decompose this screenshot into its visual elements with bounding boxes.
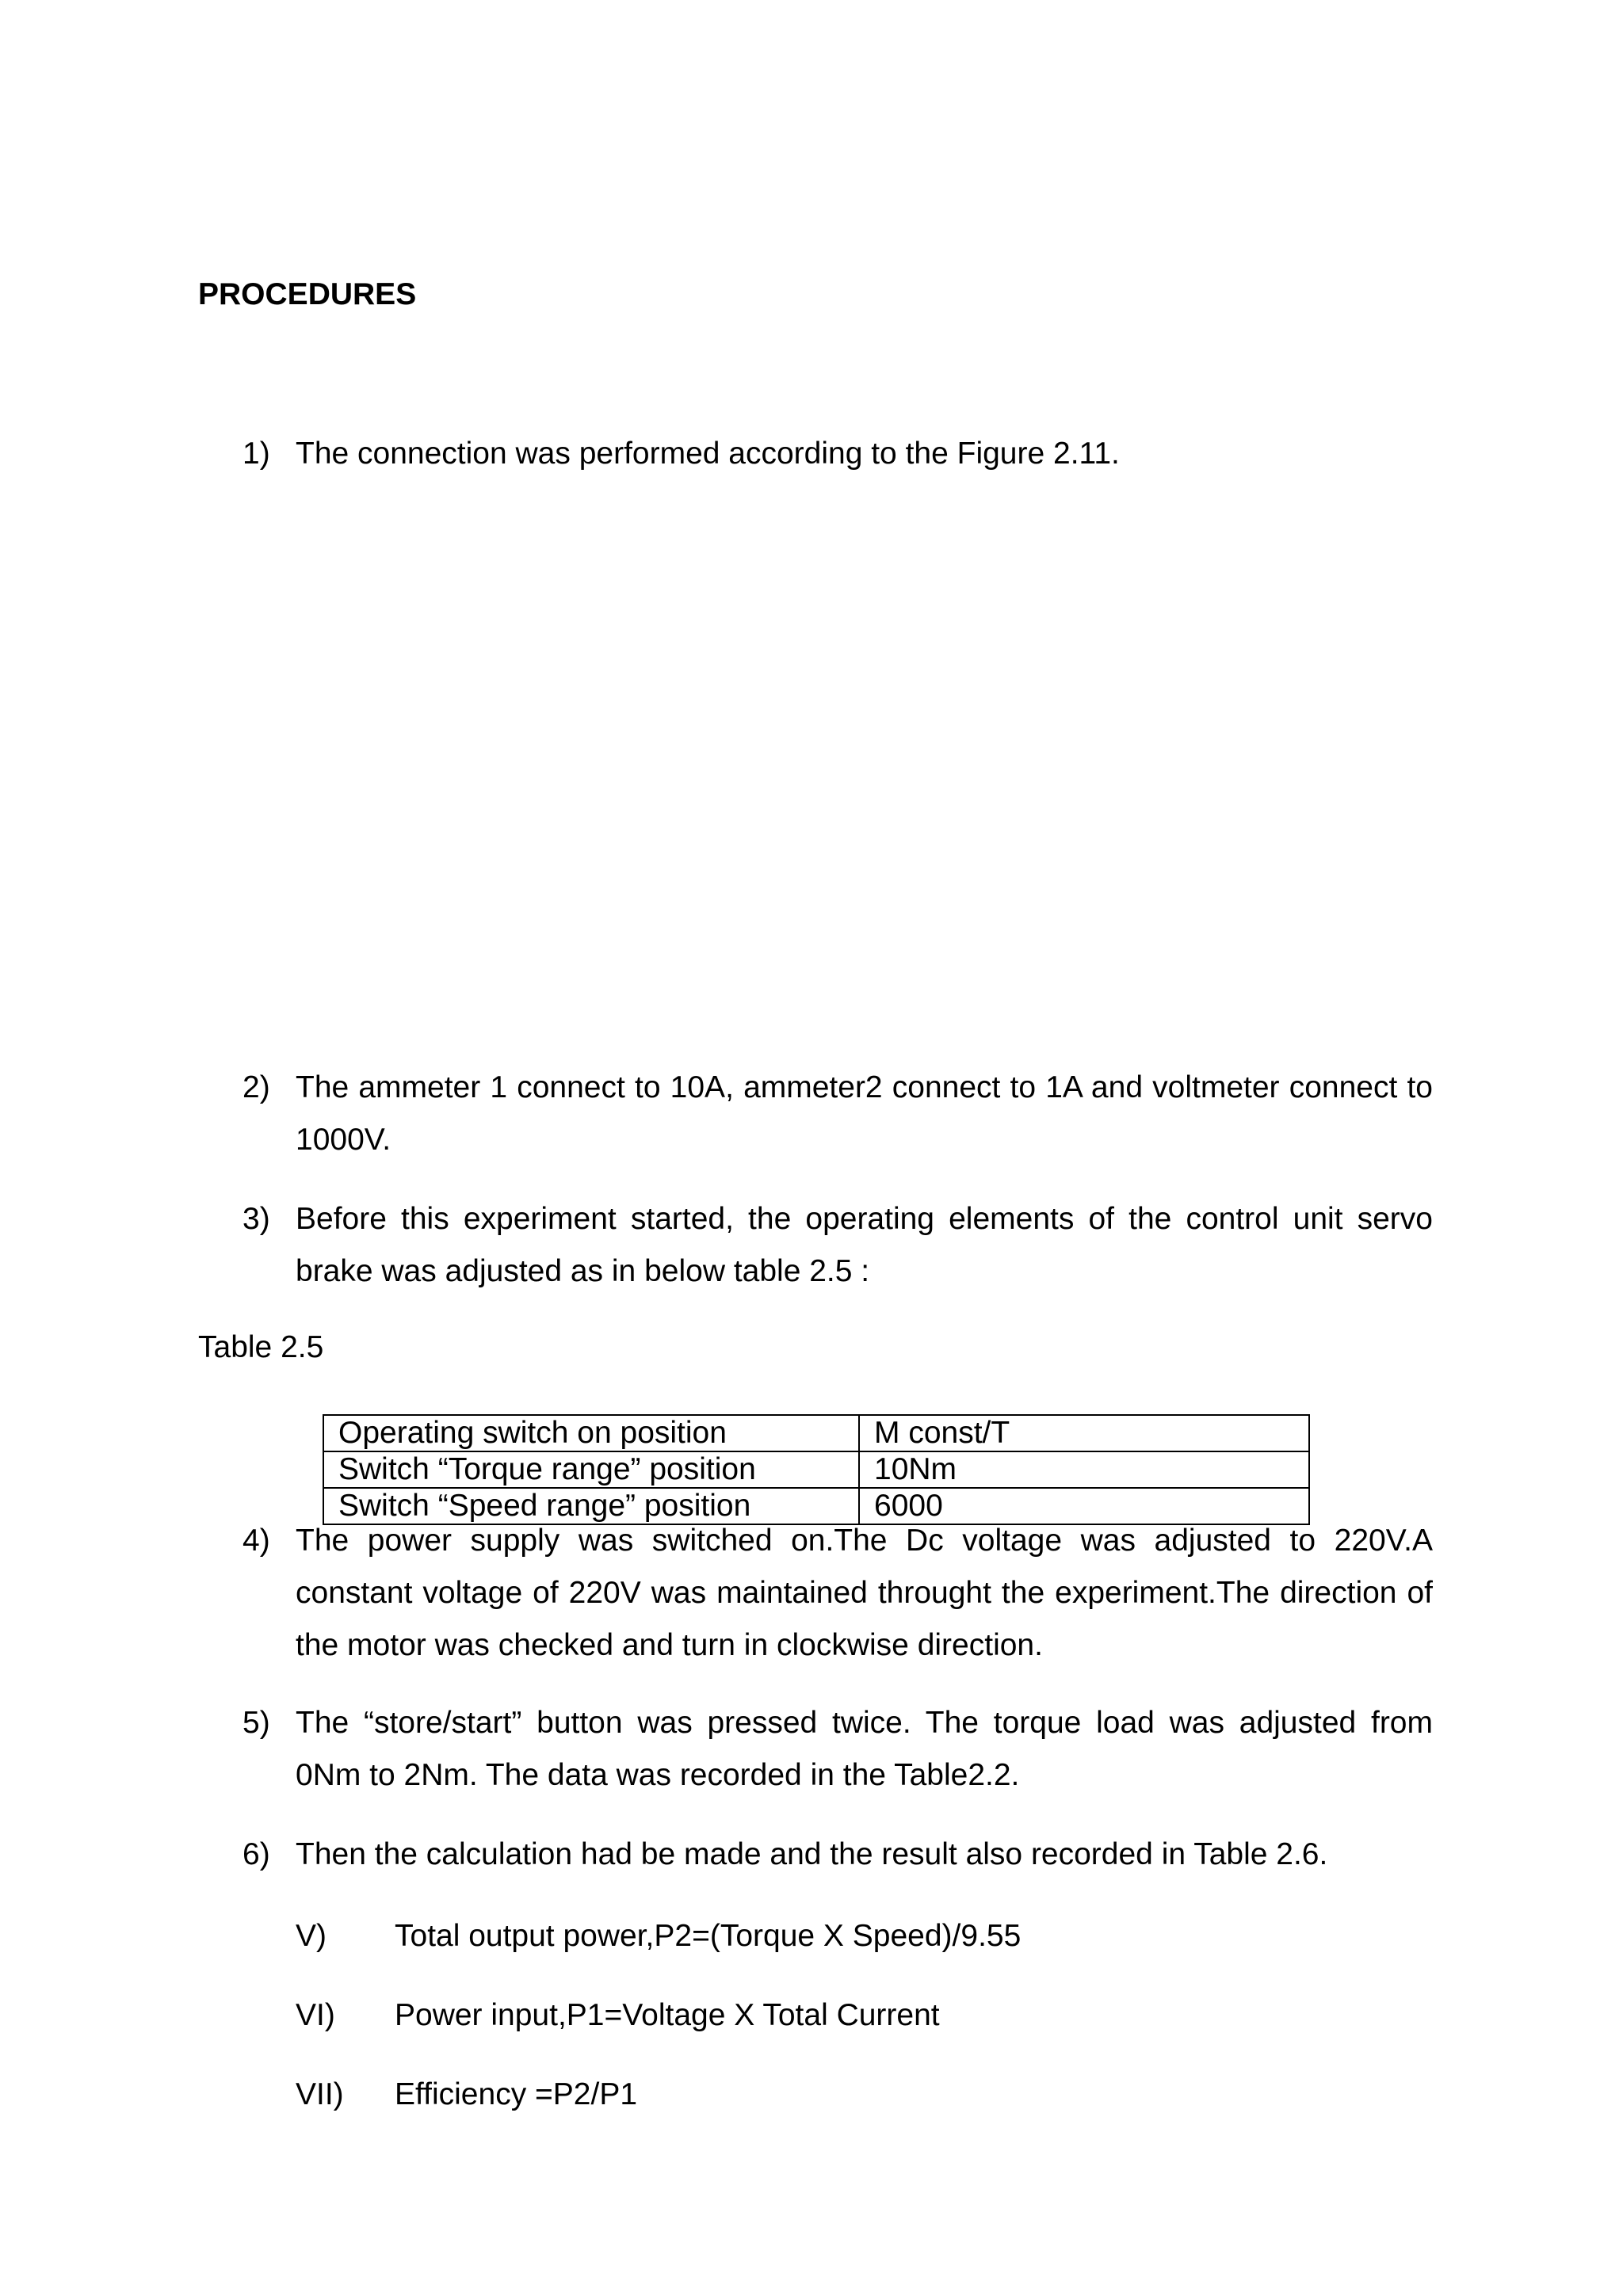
formula-power-input	[296, 1995, 940, 2036]
table-caption: Table 2.5	[198, 1330, 324, 1364]
step-number: 5)	[242, 1706, 270, 1740]
step-number: 1)	[242, 437, 270, 471]
step-5	[242, 1697, 1433, 1802]
step-text: The connection was performed according to the Figure 2.11.	[296, 437, 1120, 471]
step-3	[242, 1193, 1433, 1298]
formula-efficiency	[296, 2074, 637, 2115]
step-number: 3)	[242, 1202, 270, 1236]
section-heading: PROCEDURES	[198, 277, 417, 311]
table-row	[323, 1451, 1309, 1488]
table-cell: M const/T	[859, 1415, 1309, 1451]
step-number: 4)	[242, 1524, 270, 1558]
table-cell: 6000	[859, 1488, 1309, 1524]
step-number: 6)	[242, 1837, 270, 1871]
step-text: Then the calculation had be made and the result also recorded in Table 2.6.	[296, 1837, 1328, 1871]
step-text: The power supply was switched on.The Dc voltage was adjusted to 220V.A constant voltage of 220V was maintained throught the experiment.The direction of the motor was checked and turn in clockwise direction.	[296, 1524, 1433, 1662]
switch-settings-table	[323, 1414, 1310, 1525]
step-4	[242, 1515, 1433, 1672]
formula-output-power	[296, 1916, 1021, 1957]
formula-number: V)	[296, 1919, 327, 1953]
formula-number: VII)	[296, 2077, 344, 2111]
table-cell: 10Nm	[859, 1451, 1309, 1488]
step-number: 2)	[242, 1070, 270, 1104]
formula-text: Power input,P1=Voltage X Total Current	[395, 1998, 940, 2032]
step-1	[242, 428, 1433, 480]
table-row	[323, 1415, 1309, 1451]
formula-text: Efficiency =P2/P1	[395, 2077, 638, 2111]
table-cell: Switch “Speed range” position	[323, 1488, 859, 1524]
step-text: Before this experiment started, the operating elements of the control unit servo brake was adjusted as in below table 2.5 :	[296, 1202, 1433, 1288]
step-2	[242, 1062, 1433, 1166]
table-cell: Switch “Torque range” position	[323, 1451, 859, 1488]
table-cell: Operating switch on position	[323, 1415, 859, 1451]
step-text: The ammeter 1 connect to 10A, ammeter2 connect to 1A and voltmeter connect to 1000V.	[296, 1070, 1433, 1157]
step-6	[242, 1829, 1433, 1881]
formula-text: Total output power,P2=(Torque X Speed)/9.55	[395, 1919, 1022, 1953]
step-text: The “store/start” button was pressed twice. The torque load was adjusted from 0Nm to 2Nm. The data was recorded in the Table2.2.	[296, 1706, 1433, 1792]
formula-number: VI)	[296, 1998, 335, 2032]
